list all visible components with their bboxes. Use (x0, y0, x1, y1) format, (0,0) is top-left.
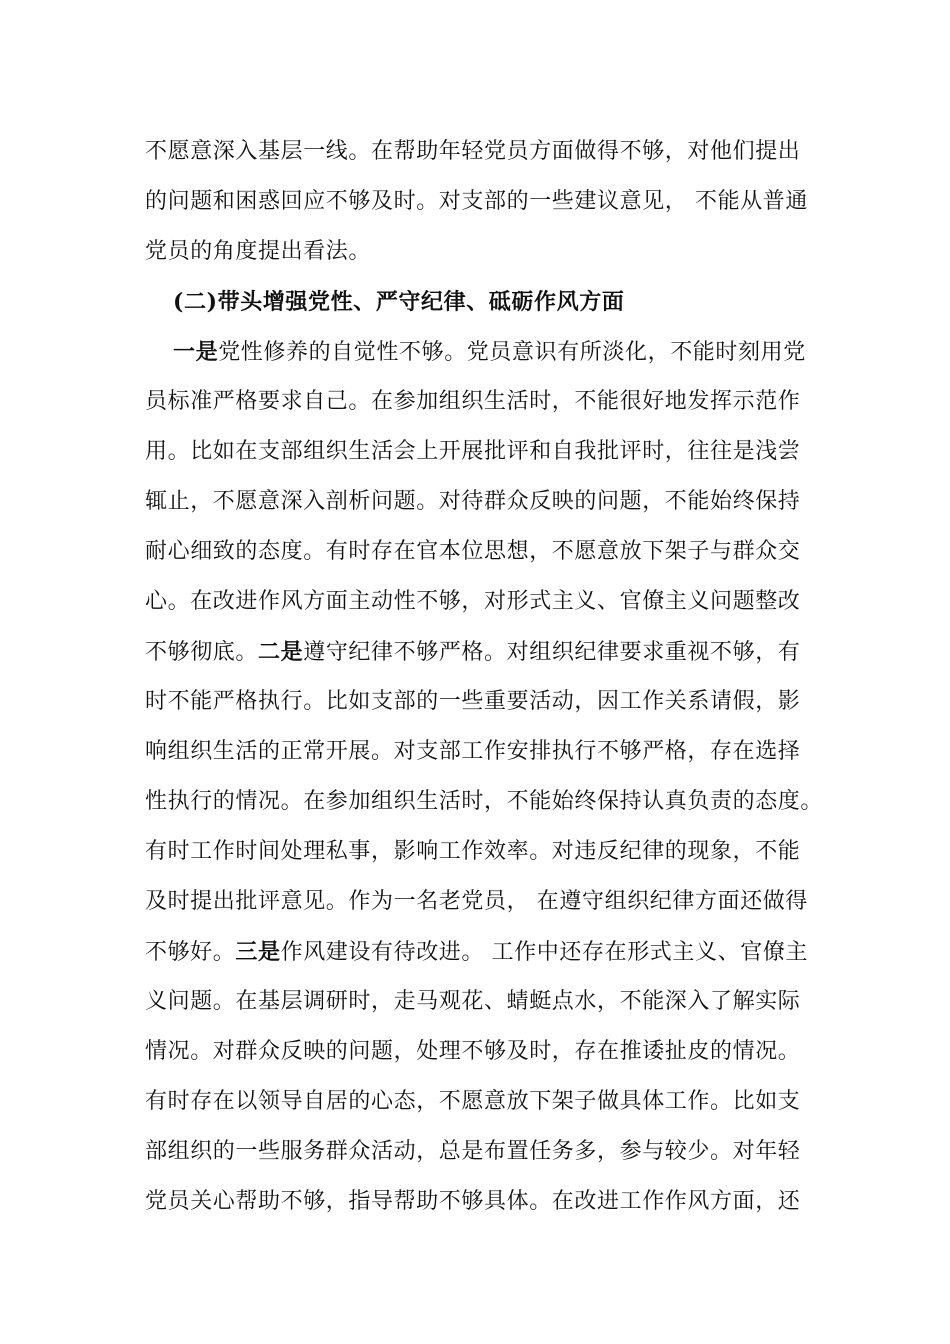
body-text: 不够彻底。 (145, 640, 259, 665)
body-line: 义问题。在基层调研时，走马观花、蜻蜓点水，不能深入了解实际 (145, 989, 801, 1014)
body-line: 不愿意深入基层一线。在帮助年轻党员方面做得不够，对他们提出 (145, 139, 801, 164)
body-line: 辄止，不愿意深入剖析问题。对待群众反映的问题，不能始终保持 (145, 489, 801, 514)
body-line: 耐心细致的态度。有时存在官本位思想，不愿意放下架子与群众交 (145, 539, 801, 564)
point-label: 一是 (173, 339, 219, 365)
body-line: 时不能严格执行。比如支部的一些重要活动，因工作关系请假，影 (145, 689, 801, 714)
body-line: 有时工作时间处理私事，影响工作效率。对违反纪律的现象，不能 (145, 839, 801, 864)
body-line: 员标准严格要求自己。在参加组织生活时，不能很好地发挥示范作 (145, 389, 801, 414)
body-line: 部组织的一些服务群众活动，总是布置任务多，参与较少。对年轻 (145, 1139, 801, 1164)
body-line (173, 337, 806, 368)
body-line: 及时提出批评意见。作为一名老党员， 在遵守组织纪律方面还做得 (145, 889, 808, 914)
body-line: 情况。对群众反映的问题，处理不够及时，存在推诿扯皮的情况。 (145, 1039, 801, 1064)
body-text: 遵守纪律不够严格。对组织纪律要求重视不够，有 (303, 640, 801, 665)
body-text: 作风建设有待改进。 工作中还存在形式主义、官僚主 (280, 940, 809, 965)
body-line: 用。比如在支部组织生活会上开展批评和自我批评时，往往是浅尝 (145, 439, 801, 464)
point-label: 二是 (258, 639, 304, 665)
body-line: 的问题和困惑回应不够及时。对支部的一些建议意见， 不能从普通 (145, 189, 808, 214)
body-text: 党性修养的自觉性不够。党员意识有所淡化，不能时刻用党 (218, 340, 806, 365)
body-line: 响组织生活的正常开展。对支部工作安排执行不够严格，存在选择 (145, 739, 801, 764)
body-line: 党员关心帮助不够，指导帮助不够具体。在改进工作作风方面，还 (145, 1189, 801, 1214)
body-line: 党员的角度提出看法。 (145, 239, 372, 264)
body-text: 不够好。 (145, 940, 236, 965)
body-line: 心。在改进作风方面主动性不够，对形式主义、官僚主义问题整改 (145, 589, 801, 614)
body-line: 有时存在以领导自居的心态，不愿意放下架子做具体工作。比如支 (145, 1089, 801, 1114)
point-label: 三是 (235, 939, 281, 965)
body-line (145, 637, 800, 668)
body-line: 性执行的情况。在参加组织生活时，不能始终保持认真负责的态度。 (145, 789, 824, 814)
body-line (145, 937, 808, 968)
section-heading: (二)带头增强党性、严守纪律、砥砺作风方面 (173, 289, 625, 315)
